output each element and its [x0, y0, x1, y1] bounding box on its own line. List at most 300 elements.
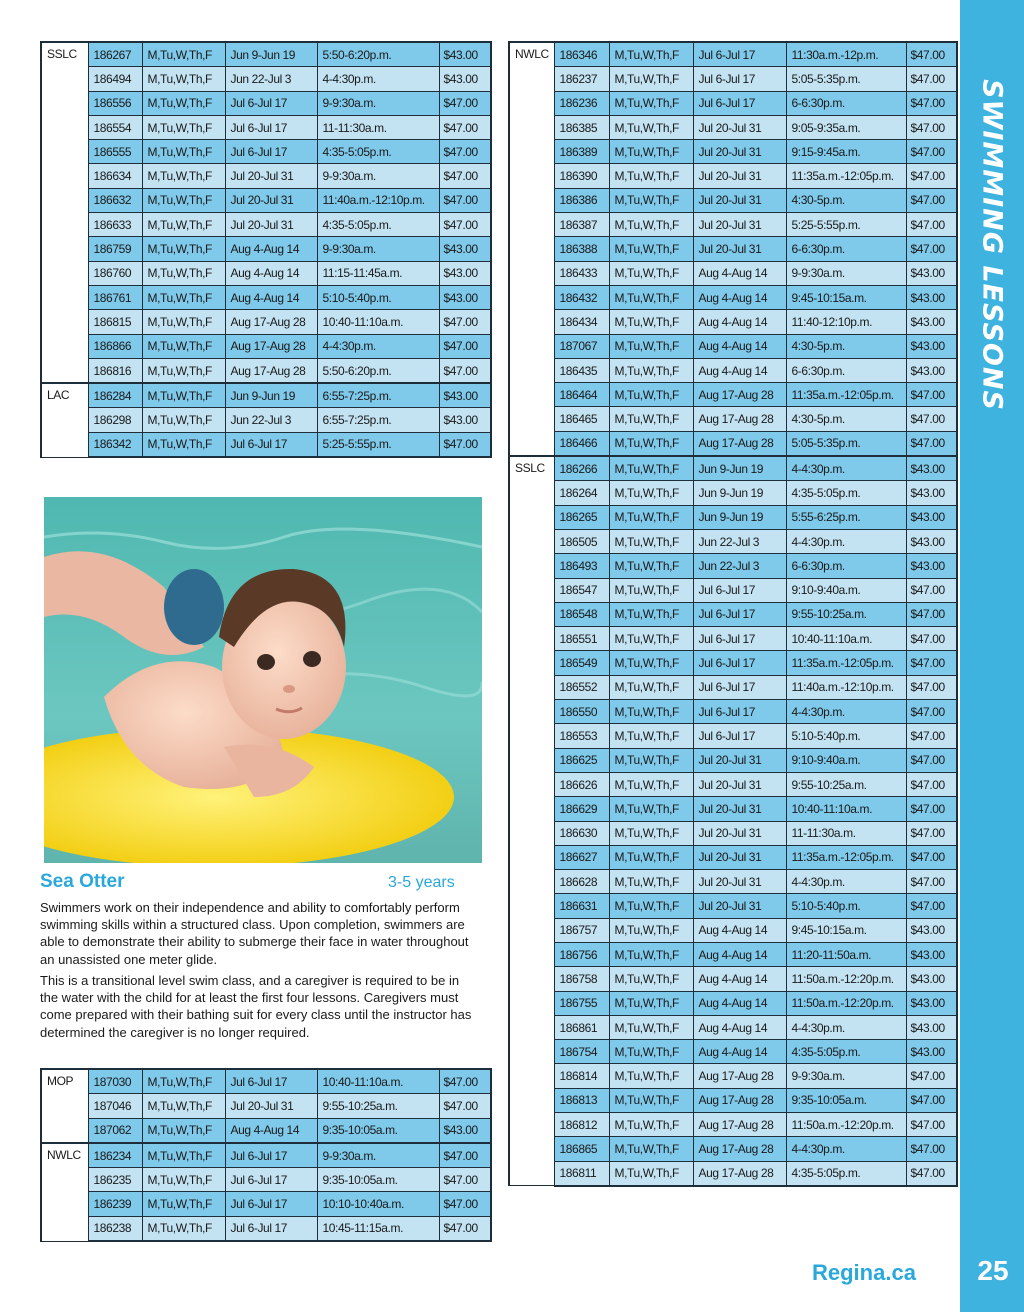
time-cell: 11:35a.m.-12:05p.m.: [786, 845, 906, 869]
table-row: [41, 67, 491, 91]
days-cell: M,Tu,W,Th,F: [609, 383, 693, 407]
days-cell: M,Tu,W,Th,F: [609, 407, 693, 431]
table-row: [509, 213, 957, 237]
price-cell: $43.00: [906, 942, 957, 966]
page-number: 25: [977, 1255, 1009, 1286]
price-cell: $47.00: [439, 1094, 491, 1118]
time-cell: 9-9:30a.m.: [786, 261, 906, 285]
days-cell: M,Tu,W,Th,F: [609, 1137, 693, 1161]
course-code-cell: 186759: [88, 237, 142, 261]
price-cell: $43.00: [906, 529, 957, 553]
price-cell: $47.00: [906, 700, 957, 724]
course-code-cell: 186633: [88, 213, 142, 237]
time-cell: 11:35a.m.-12:05p.m.: [786, 383, 906, 407]
days-cell: M,Tu,W,Th,F: [142, 432, 225, 457]
time-cell: 6-6:30p.m.: [786, 358, 906, 382]
price-cell: $43.00: [439, 1118, 491, 1143]
table-row: [509, 456, 957, 481]
days-cell: M,Tu,W,Th,F: [142, 408, 225, 432]
price-cell: $43.00: [906, 261, 957, 285]
course-code-cell: 186813: [554, 1088, 609, 1112]
table-row: [41, 310, 491, 334]
price-cell: $43.00: [906, 456, 957, 481]
time-cell: 9:15-9:45a.m.: [786, 140, 906, 164]
dates-cell: Aug 4-Aug 14: [225, 285, 317, 309]
course-code-cell: 186632: [88, 188, 142, 212]
location-cell: SSLC: [509, 456, 554, 1186]
table-row: [509, 918, 957, 942]
dates-cell: Jul 6-Jul 17: [693, 42, 786, 67]
time-cell: 5:50-6:20p.m.: [317, 358, 439, 383]
course-code-cell: 186464: [554, 383, 609, 407]
price-cell: $47.00: [906, 845, 957, 869]
price-cell: $47.00: [439, 432, 491, 457]
course-code-cell: 186552: [554, 675, 609, 699]
dates-cell: Jul 20-Jul 31: [693, 894, 786, 918]
dates-cell: Aug 4-Aug 14: [693, 991, 786, 1015]
time-cell: 4-4:30p.m.: [786, 456, 906, 481]
time-cell: 6-6:30p.m.: [786, 237, 906, 261]
dates-cell: Jul 6-Jul 17: [225, 432, 317, 457]
price-cell: $47.00: [906, 772, 957, 796]
course-code-cell: 187062: [88, 1118, 142, 1143]
dates-cell: Aug 4-Aug 14: [693, 261, 786, 285]
course-code-cell: 186630: [554, 821, 609, 845]
price-cell: $47.00: [906, 407, 957, 431]
time-cell: 4:35-5:05p.m.: [317, 213, 439, 237]
time-cell: 5:25-5:55p.m.: [786, 213, 906, 237]
days-cell: M,Tu,W,Th,F: [142, 1168, 225, 1192]
dates-cell: Aug 4-Aug 14: [693, 310, 786, 334]
days-cell: M,Tu,W,Th,F: [609, 1015, 693, 1039]
table-row: [41, 383, 491, 408]
price-cell: $47.00: [906, 1088, 957, 1112]
price-cell: $47.00: [439, 164, 491, 188]
table-row: [509, 1161, 957, 1186]
price-cell: $47.00: [906, 188, 957, 212]
days-cell: M,Tu,W,Th,F: [609, 213, 693, 237]
dates-cell: Jul 6-Jul 17: [225, 115, 317, 139]
course-code-cell: 186548: [554, 602, 609, 626]
dates-cell: Jun 9-Jun 19: [225, 383, 317, 408]
course-code-cell: 186239: [88, 1192, 142, 1216]
location-cell: NWLC: [509, 42, 554, 456]
table-row: [41, 1143, 491, 1168]
price-cell: $47.00: [439, 213, 491, 237]
table-row: [41, 140, 491, 164]
course-code-cell: 186629: [554, 797, 609, 821]
baby-swimming-photo: [44, 497, 482, 863]
table-row: [509, 1015, 957, 1039]
section-title-text: SWIMMING LESSONS: [976, 79, 1008, 411]
price-cell: $47.00: [439, 1216, 491, 1241]
days-cell: M,Tu,W,Th,F: [142, 1216, 225, 1241]
course-age: 3-5 years: [388, 874, 455, 891]
course-code-cell: 186505: [554, 529, 609, 553]
dates-cell: Aug 4-Aug 14: [693, 918, 786, 942]
days-cell: M,Tu,W,Th,F: [609, 1113, 693, 1137]
dates-cell: Aug 4-Aug 14: [225, 261, 317, 285]
days-cell: M,Tu,W,Th,F: [609, 821, 693, 845]
course-code-cell: 186432: [554, 285, 609, 309]
days-cell: M,Tu,W,Th,F: [142, 358, 225, 383]
course-code-cell: 186265: [554, 505, 609, 529]
dates-cell: Aug 17-Aug 28: [225, 310, 317, 334]
dates-cell: Aug 4-Aug 14: [693, 358, 786, 382]
days-cell: M,Tu,W,Th,F: [142, 1069, 225, 1094]
price-cell: $47.00: [906, 651, 957, 675]
table-row: [509, 554, 957, 578]
days-cell: M,Tu,W,Th,F: [609, 967, 693, 991]
table-row: [509, 870, 957, 894]
price-cell: $47.00: [439, 334, 491, 358]
price-cell: $47.00: [906, 140, 957, 164]
course-code-cell: 186758: [554, 967, 609, 991]
course-code-cell: 186756: [554, 942, 609, 966]
dates-cell: Jul 20-Jul 31: [693, 797, 786, 821]
course-code-cell: 186266: [554, 456, 609, 481]
price-cell: $43.00: [906, 505, 957, 529]
price-cell: $43.00: [906, 967, 957, 991]
dates-cell: Jul 6-Jul 17: [693, 578, 786, 602]
course-code-cell: 186493: [554, 554, 609, 578]
time-cell: 9-9:30a.m.: [317, 1143, 439, 1168]
price-cell: $47.00: [439, 91, 491, 115]
course-code-cell: 186390: [554, 164, 609, 188]
table-row: [509, 748, 957, 772]
table-row: [509, 334, 957, 358]
table-row: [509, 894, 957, 918]
price-cell: $43.00: [906, 554, 957, 578]
days-cell: M,Tu,W,Th,F: [609, 140, 693, 164]
time-cell: 11:30a.m.-12p.m.: [786, 42, 906, 67]
price-cell: $47.00: [439, 1143, 491, 1168]
price-cell: $47.00: [906, 821, 957, 845]
table-row: [509, 505, 957, 529]
time-cell: 11:50a.m.-12:20p.m.: [786, 1113, 906, 1137]
days-cell: M,Tu,W,Th,F: [142, 213, 225, 237]
dates-cell: Jun 9-Jun 19: [225, 42, 317, 67]
price-cell: $43.00: [906, 1015, 957, 1039]
time-cell: 10:40-11:10a.m.: [786, 627, 906, 651]
days-cell: M,Tu,W,Th,F: [609, 529, 693, 553]
price-cell: $43.00: [906, 481, 957, 505]
table-row: [41, 334, 491, 358]
days-cell: M,Tu,W,Th,F: [609, 918, 693, 942]
dates-cell: Jun 22-Jul 3: [693, 529, 786, 553]
course-code-cell: 186385: [554, 115, 609, 139]
time-cell: 6-6:30p.m.: [786, 554, 906, 578]
table-row: [509, 724, 957, 748]
course-code-cell: 186627: [554, 845, 609, 869]
days-cell: M,Tu,W,Th,F: [609, 310, 693, 334]
price-cell: $43.00: [906, 991, 957, 1015]
days-cell: M,Tu,W,Th,F: [609, 164, 693, 188]
table-row: [41, 432, 491, 457]
dates-cell: Aug 17-Aug 28: [225, 334, 317, 358]
days-cell: M,Tu,W,Th,F: [609, 700, 693, 724]
location-cell: NWLC: [41, 1143, 88, 1241]
course-description: Swimmers work on their independence and ability to comfortably perform swimming skills within a structured class. Upon completion, swimmers are able to demonstrate their ability to submerge their face in water throughout an unassisted one meter glide.: [40, 900, 469, 967]
price-cell: $47.00: [439, 140, 491, 164]
price-cell: $47.00: [439, 115, 491, 139]
dates-cell: Jul 20-Jul 31: [225, 213, 317, 237]
dates-cell: Aug 17-Aug 28: [693, 1161, 786, 1186]
table-row: [509, 700, 957, 724]
table-row: [509, 797, 957, 821]
table-row: [509, 1064, 957, 1088]
course-code-cell: 186346: [554, 42, 609, 67]
dates-cell: Aug 17-Aug 28: [693, 383, 786, 407]
course-code-cell: 186761: [88, 285, 142, 309]
days-cell: M,Tu,W,Th,F: [142, 310, 225, 334]
time-cell: 11-11:30a.m.: [317, 115, 439, 139]
table-row: [509, 967, 957, 991]
price-cell: $43.00: [439, 237, 491, 261]
time-cell: 10:40-11:10a.m.: [786, 797, 906, 821]
table-row: [41, 358, 491, 383]
dates-cell: Jul 6-Jul 17: [225, 1143, 317, 1168]
days-cell: M,Tu,W,Th,F: [609, 115, 693, 139]
table-row: [509, 407, 957, 431]
days-cell: M,Tu,W,Th,F: [609, 1064, 693, 1088]
table-row: [509, 627, 957, 651]
price-cell: $47.00: [906, 724, 957, 748]
days-cell: M,Tu,W,Th,F: [142, 261, 225, 285]
table-row: [509, 1113, 957, 1137]
course-code-cell: 186547: [554, 578, 609, 602]
days-cell: M,Tu,W,Th,F: [142, 237, 225, 261]
days-cell: M,Tu,W,Th,F: [142, 285, 225, 309]
time-cell: 11:50a.m.-12:20p.m.: [786, 991, 906, 1015]
days-cell: M,Tu,W,Th,F: [609, 358, 693, 382]
schedule-table-bottom-left: [40, 1068, 492, 1242]
price-cell: $47.00: [906, 115, 957, 139]
dates-cell: Jul 20-Jul 31: [693, 748, 786, 772]
dates-cell: Jul 6-Jul 17: [225, 91, 317, 115]
table-row: [509, 115, 957, 139]
table-row: [509, 164, 957, 188]
course-code-cell: 186494: [88, 67, 142, 91]
time-cell: 4-4:30p.m.: [786, 529, 906, 553]
time-cell: 9-9:30a.m.: [786, 1064, 906, 1088]
course-code-cell: 187030: [88, 1069, 142, 1094]
course-code-cell: 186549: [554, 651, 609, 675]
course-code-cell: 187046: [88, 1094, 142, 1118]
dates-cell: Aug 17-Aug 28: [693, 1088, 786, 1112]
table-row: [509, 91, 957, 115]
dates-cell: Jul 6-Jul 17: [225, 1216, 317, 1241]
course-code-cell: 186553: [554, 724, 609, 748]
time-cell: 10:40-11:10a.m.: [317, 1069, 439, 1094]
dates-cell: Aug 17-Aug 28: [693, 431, 786, 456]
time-cell: 11-11:30a.m.: [786, 821, 906, 845]
days-cell: M,Tu,W,Th,F: [609, 651, 693, 675]
time-cell: 4:35-5:05p.m.: [317, 140, 439, 164]
time-cell: 5:05-5:35p.m.: [786, 67, 906, 91]
course-title: Sea Otter: [40, 871, 125, 892]
days-cell: M,Tu,W,Th,F: [142, 188, 225, 212]
table-row: [509, 651, 957, 675]
days-cell: M,Tu,W,Th,F: [609, 772, 693, 796]
price-cell: $47.00: [906, 894, 957, 918]
time-cell: 11:40-12:10p.m.: [786, 310, 906, 334]
table-row: [509, 1040, 957, 1064]
dates-cell: Jul 20-Jul 31: [693, 845, 786, 869]
dates-cell: Jul 20-Jul 31: [693, 164, 786, 188]
time-cell: 9:05-9:35a.m.: [786, 115, 906, 139]
course-code-cell: 186861: [554, 1015, 609, 1039]
time-cell: 9:45-10:15a.m.: [786, 285, 906, 309]
section-title: [960, 60, 1024, 420]
time-cell: 4:30-5p.m.: [786, 334, 906, 358]
table-row: [509, 602, 957, 626]
table-row: [509, 1137, 957, 1161]
time-cell: 11:35a.m.-12:05p.m.: [786, 651, 906, 675]
table-row: [41, 261, 491, 285]
time-cell: 9:55-10:25a.m.: [786, 602, 906, 626]
price-cell: $47.00: [906, 870, 957, 894]
days-cell: M,Tu,W,Th,F: [609, 505, 693, 529]
course-code-cell: 186634: [88, 164, 142, 188]
price-cell: $43.00: [906, 285, 957, 309]
dates-cell: Jul 20-Jul 31: [693, 772, 786, 796]
course-code-cell: 186264: [554, 481, 609, 505]
time-cell: 11:40a.m.-12:10p.m.: [786, 675, 906, 699]
table-row: [509, 237, 957, 261]
course-code-cell: 186551: [554, 627, 609, 651]
table-row: [509, 42, 957, 67]
site-link[interactable]: Regina.ca: [812, 1260, 916, 1285]
days-cell: M,Tu,W,Th,F: [609, 942, 693, 966]
days-cell: M,Tu,W,Th,F: [609, 724, 693, 748]
days-cell: M,Tu,W,Th,F: [609, 334, 693, 358]
course-code-cell: 186814: [554, 1064, 609, 1088]
dates-cell: Jul 6-Jul 17: [225, 1168, 317, 1192]
time-cell: 6:55-7:25p.m.: [317, 383, 439, 408]
dates-cell: Aug 4-Aug 14: [693, 967, 786, 991]
course-code-cell: 186866: [88, 334, 142, 358]
time-cell: 11:35a.m.-12:05p.m.: [786, 164, 906, 188]
days-cell: M,Tu,W,Th,F: [609, 456, 693, 481]
time-cell: 11:20-11:50a.m.: [786, 942, 906, 966]
location-cell: SSLC: [41, 42, 88, 383]
course-code-cell: 186755: [554, 991, 609, 1015]
price-cell: $43.00: [439, 67, 491, 91]
dates-cell: Jul 6-Jul 17: [693, 627, 786, 651]
dates-cell: Aug 17-Aug 28: [225, 358, 317, 383]
table-row: [41, 237, 491, 261]
time-cell: 9-9:30a.m.: [317, 164, 439, 188]
days-cell: M,Tu,W,Th,F: [609, 627, 693, 651]
dates-cell: Jul 20-Jul 31: [693, 213, 786, 237]
dates-cell: Jul 6-Jul 17: [693, 700, 786, 724]
days-cell: M,Tu,W,Th,F: [142, 383, 225, 408]
time-cell: 11:15-11:45a.m.: [317, 261, 439, 285]
time-cell: 6-6:30p.m.: [786, 91, 906, 115]
table-row: [41, 408, 491, 432]
price-cell: $47.00: [906, 1137, 957, 1161]
dates-cell: Aug 17-Aug 28: [693, 1137, 786, 1161]
days-cell: M,Tu,W,Th,F: [142, 67, 225, 91]
price-cell: $47.00: [906, 797, 957, 821]
table-row: [509, 188, 957, 212]
time-cell: 11:40a.m.-12:10p.m.: [317, 188, 439, 212]
time-cell: 4:35-5:05p.m.: [786, 1040, 906, 1064]
price-cell: $47.00: [439, 1168, 491, 1192]
dates-cell: Jul 20-Jul 31: [693, 140, 786, 164]
dates-cell: Jul 20-Jul 31: [225, 164, 317, 188]
price-cell: $43.00: [439, 42, 491, 67]
time-cell: 4-4:30p.m.: [786, 870, 906, 894]
time-cell: 4:35-5:05p.m.: [786, 481, 906, 505]
table-row: [509, 285, 957, 309]
course-code-cell: 186434: [554, 310, 609, 334]
time-cell: 5:55-6:25p.m.: [786, 505, 906, 529]
time-cell: 4-4:30p.m.: [317, 67, 439, 91]
dates-cell: Jun 22-Jul 3: [693, 554, 786, 578]
dates-cell: Jun 9-Jun 19: [693, 481, 786, 505]
course-code-cell: 186554: [88, 115, 142, 139]
time-cell: 9:10-9:40a.m.: [786, 748, 906, 772]
days-cell: M,Tu,W,Th,F: [609, 991, 693, 1015]
price-cell: $47.00: [906, 748, 957, 772]
dates-cell: Aug 4-Aug 14: [693, 285, 786, 309]
time-cell: 4-4:30p.m.: [786, 1137, 906, 1161]
table-row: [509, 529, 957, 553]
course-code-cell: 186465: [554, 407, 609, 431]
dates-cell: Jul 20-Jul 31: [225, 188, 317, 212]
price-cell: $43.00: [439, 261, 491, 285]
days-cell: M,Tu,W,Th,F: [609, 237, 693, 261]
days-cell: M,Tu,W,Th,F: [142, 1094, 225, 1118]
days-cell: M,Tu,W,Th,F: [142, 91, 225, 115]
course-code-cell: 186865: [554, 1137, 609, 1161]
course-code-cell: 186631: [554, 894, 609, 918]
course-code-cell: 187067: [554, 334, 609, 358]
course-code-cell: 186760: [88, 261, 142, 285]
course-code-cell: 186811: [554, 1161, 609, 1186]
table-row: [509, 821, 957, 845]
time-cell: 4:30-5p.m.: [786, 407, 906, 431]
days-cell: M,Tu,W,Th,F: [609, 845, 693, 869]
time-cell: 5:05-5:35p.m.: [786, 431, 906, 456]
location-cell: LAC: [41, 383, 88, 457]
table-row: [41, 42, 491, 67]
days-cell: M,Tu,W,Th,F: [609, 481, 693, 505]
time-cell: 9:55-10:25a.m.: [786, 772, 906, 796]
price-cell: $47.00: [439, 188, 491, 212]
days-cell: M,Tu,W,Th,F: [609, 870, 693, 894]
dates-cell: Jul 20-Jul 31: [693, 237, 786, 261]
price-cell: $43.00: [906, 918, 957, 942]
course-code-cell: 186816: [88, 358, 142, 383]
price-cell: $47.00: [906, 91, 957, 115]
table-row: [509, 383, 957, 407]
time-cell: 9-9:30a.m.: [317, 91, 439, 115]
days-cell: M,Tu,W,Th,F: [142, 115, 225, 139]
days-cell: M,Tu,W,Th,F: [609, 188, 693, 212]
days-cell: M,Tu,W,Th,F: [142, 42, 225, 67]
dates-cell: Aug 4-Aug 14: [693, 942, 786, 966]
price-cell: $47.00: [906, 627, 957, 651]
days-cell: M,Tu,W,Th,F: [609, 91, 693, 115]
table-row: [509, 845, 957, 869]
time-cell: 9:35-10:05a.m.: [317, 1118, 439, 1143]
course-code-cell: 186298: [88, 408, 142, 432]
time-cell: 11:50a.m.-12:20p.m.: [786, 967, 906, 991]
dates-cell: Jul 20-Jul 31: [693, 870, 786, 894]
